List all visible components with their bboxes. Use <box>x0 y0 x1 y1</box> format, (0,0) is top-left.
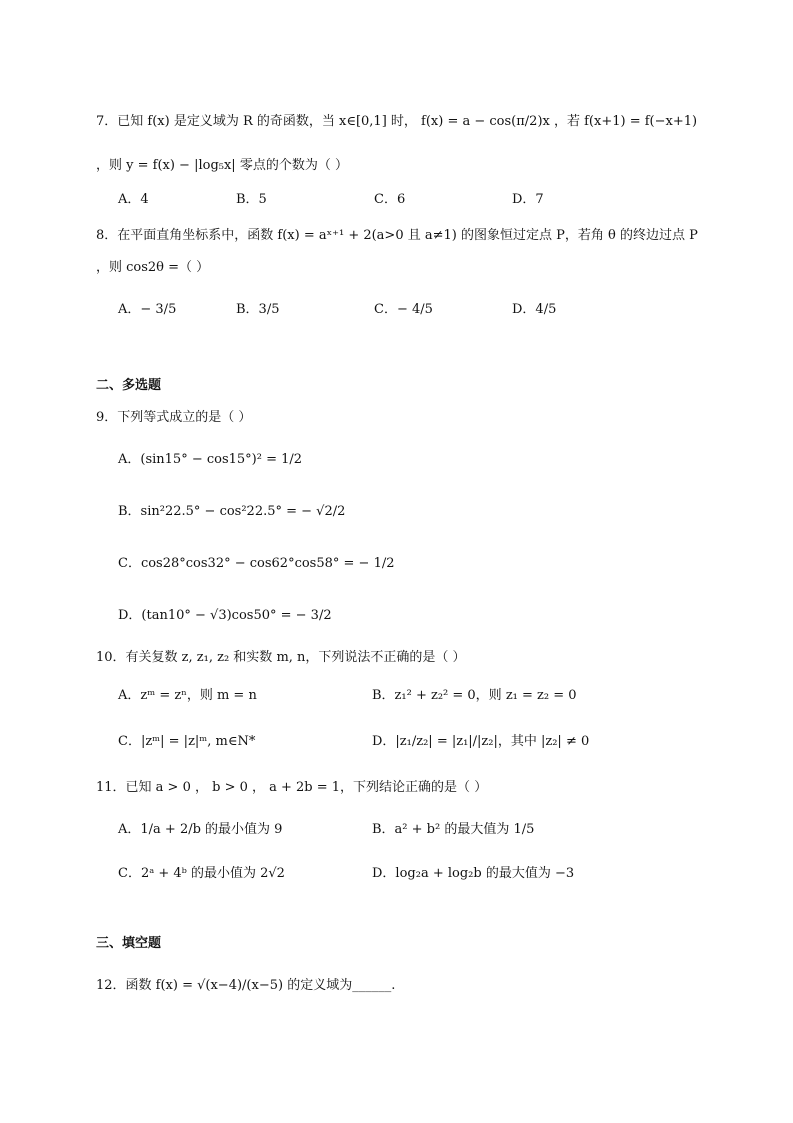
q9-stem: 9．下列等式成立的是（ ） <box>96 410 252 425</box>
q8-option-b: B．3/5 <box>236 302 280 317</box>
q9-option-d: D．(tan10° − √3)cos50° = − 3/2 <box>118 608 332 623</box>
q7-line2: ，则 y = f(x) − |log₅x| 零点的个数为（ ） <box>96 158 348 173</box>
q8-option-a: A．− 3/5 <box>118 302 177 317</box>
q11-option-d: D．log₂a + log₂b 的最大值为 −3 <box>372 866 575 881</box>
q10-option-d: D．|z₁/z₂| = |z₁|/|z₂|，其中 |z₂| ≠ 0 <box>372 734 590 749</box>
q8-option-c: C．− 4/5 <box>374 302 433 317</box>
q11-option-b: B．a² + b² 的最大值为 1/5 <box>372 822 535 837</box>
q8-line1: 8．在平面直角坐标系中，函数 f(x) = aˣ⁺¹ + 2(a>0 且 a≠1) 的图象恒过定点 P，若角 θ 的终边过点 P <box>96 228 698 243</box>
q9-option-c: C．cos28°cos32° − cos62°cos58° = − 1/2 <box>118 556 395 571</box>
q10-option-a: A．zᵐ = zⁿ，则 m = n <box>118 688 257 703</box>
q8-option-d: D．4/5 <box>512 302 557 317</box>
q7-option-c: C．6 <box>374 192 406 207</box>
q10-option-b: B．z₁² + z₂² = 0，则 z₁ = z₂ = 0 <box>372 688 577 703</box>
q10-stem: 10．有关复数 z, z₁, z₂ 和实数 m, n，下列说法不正确的是（ ） <box>96 650 466 665</box>
section-fill-in-heading: 三、填空题 <box>96 936 162 951</box>
q11-stem: 11．已知 a > 0 ， b > 0 ， a + 2b = 1，下列结论正确的是（ ） <box>96 780 488 795</box>
q7-line1: 7．已知 f(x) 是定义域为 R 的奇函数，当 x∈[0,1] 时， f(x) = a − cos(π/2)x ，若 f(x+1) = f(−x+1) <box>96 114 698 129</box>
q7-option-a: A．4 <box>118 192 149 207</box>
q11-option-a: A．1/a + 2/b 的最小值为 9 <box>118 822 283 837</box>
q9-option-a: A．(sin15° − cos15°)² = 1/2 <box>118 452 303 467</box>
q11-option-c: C．2ᵃ + 4ᵇ 的最小值为 2√2 <box>118 866 285 881</box>
q9-option-b: B．sin²22.5° − cos²22.5° = − √2/2 <box>118 504 346 519</box>
q10-option-c: C．|zᵐ| = |z|ᵐ, m∈N* <box>118 734 256 749</box>
q12-stem: 12．函数 f(x) = √(x−4)/(x−5) 的定义域为______. <box>96 978 396 993</box>
q8-line2: ，则 cos2θ =（ ） <box>96 260 210 275</box>
q7-option-d: D．7 <box>512 192 544 207</box>
q7-option-b: B．5 <box>236 192 267 207</box>
section-multiple-choice-heading: 二、多选题 <box>96 378 162 393</box>
